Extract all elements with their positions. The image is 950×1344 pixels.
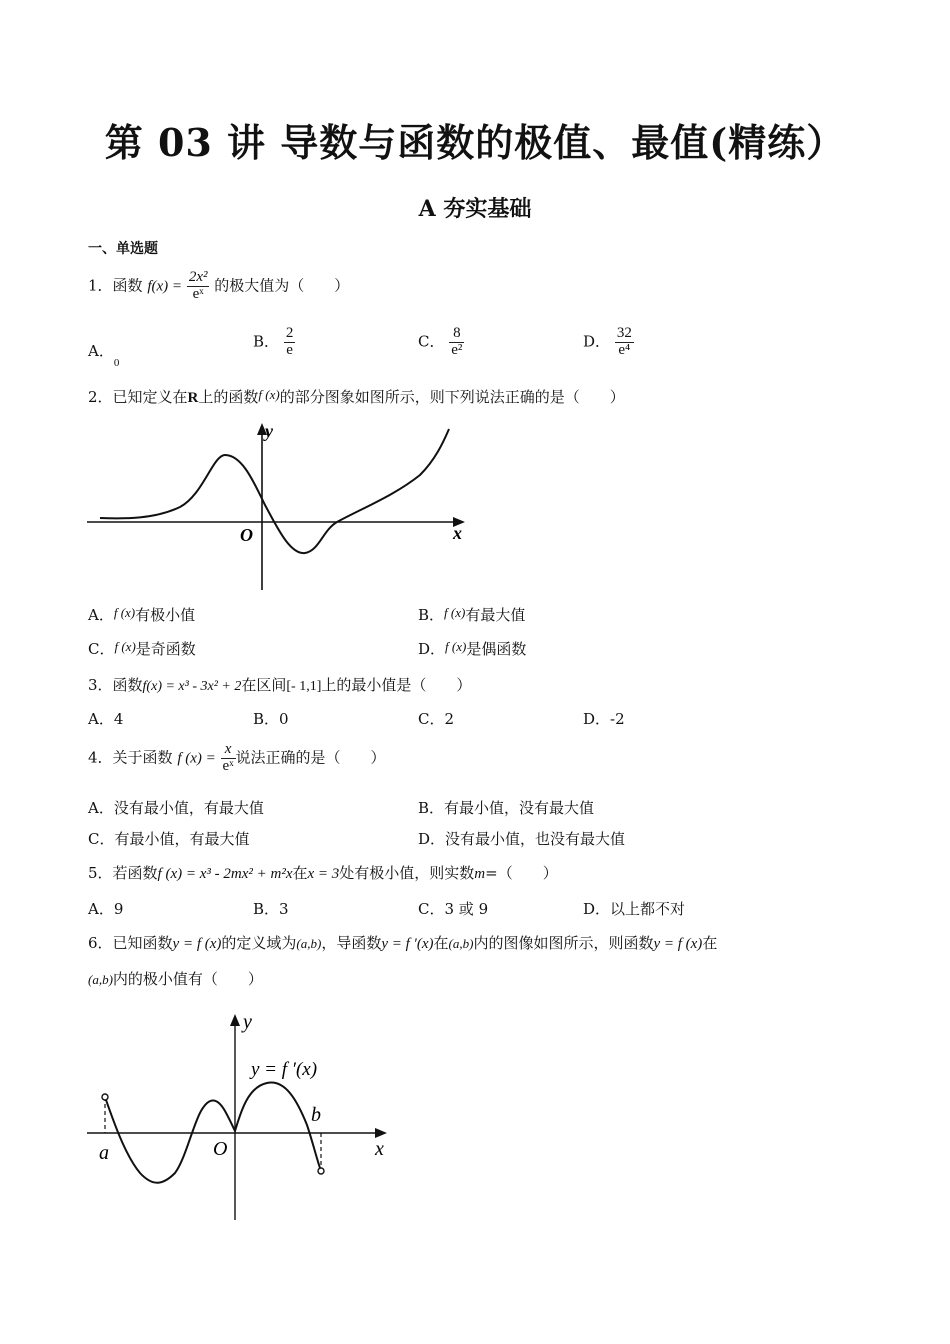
q4-fraction <box>221 742 236 775</box>
q4-prefix: 4．关于函数 <box>88 748 173 767</box>
q1-arg: (x) = <box>151 278 183 295</box>
q2-mid: 上的函数 <box>198 388 259 406</box>
q6-domain-3: (a,b) <box>88 972 113 987</box>
q6-t3: 在 <box>433 934 449 952</box>
option-value: -2 <box>610 710 625 728</box>
denominator: e⁴ <box>618 341 631 358</box>
q1-option-b[interactable] <box>253 326 295 359</box>
q1-denominator: eˣ <box>192 285 204 302</box>
denominator: e <box>286 341 293 358</box>
numerator: 8 <box>449 326 464 343</box>
q3-option-a[interactable] <box>88 708 123 729</box>
option-label: C． <box>418 710 445 728</box>
question-6-line-2 <box>88 968 263 989</box>
option-text: 是偶函数 <box>466 640 527 658</box>
option-text: 没有最小值，有最大值 <box>113 799 264 817</box>
page-title: 第 03 讲 导数与函数的极值、最值(精练） <box>104 120 846 165</box>
q1-option-d[interactable] <box>583 326 634 359</box>
q2-fx: f (x) <box>258 387 280 402</box>
q4-func: f (x) = <box>177 750 216 767</box>
q6-t6: 内的极小值有（ ） <box>112 970 263 988</box>
q1-option-a-value: 0 <box>113 357 120 369</box>
option-label: D． <box>583 332 611 351</box>
option-value: 3 <box>279 900 289 918</box>
q6-open-endpoint-a <box>102 1094 108 1100</box>
option-label: B． <box>253 900 280 918</box>
q3-interval: [- 1,1] <box>286 679 322 694</box>
option-label: D． <box>583 900 611 918</box>
option-text: 是奇函数 <box>135 640 196 658</box>
q6-y-arrow-icon <box>230 1014 240 1026</box>
option-label: A． <box>88 606 114 624</box>
q2-option-d[interactable] <box>418 638 526 659</box>
q4-option-c[interactable] <box>88 828 250 849</box>
q2-x-label: x <box>453 523 462 543</box>
q4-denominator: eˣ <box>222 757 234 774</box>
q6-x-label: x <box>375 1138 384 1160</box>
q6-f2: y = f ′(x) <box>381 936 434 952</box>
q6-curve-label: y = f ′(x) <box>251 1059 318 1080</box>
q5-option-c[interactable] <box>418 898 488 919</box>
question-1 <box>88 270 349 303</box>
q4-option-b[interactable] <box>418 797 594 818</box>
q5-option-b[interactable] <box>253 898 289 919</box>
question-4 <box>88 742 386 775</box>
option-label: B． <box>253 332 280 351</box>
option-text: 有最小值，没有最大值 <box>444 799 595 817</box>
option-fx: f (x) <box>114 639 136 654</box>
option-text: 没有最小值，也没有最大值 <box>445 830 626 848</box>
q2-option-a[interactable] <box>88 604 195 625</box>
option-label: B． <box>418 799 445 817</box>
option-text: 有最大值 <box>465 606 526 624</box>
numerator: 32 <box>616 325 632 341</box>
option-label: A． <box>88 710 114 728</box>
q1-option-c[interactable] <box>418 326 464 359</box>
q6-a-label: a <box>99 1142 109 1164</box>
q6-f1: y = f (x) <box>172 936 222 952</box>
q2-curve <box>100 429 449 553</box>
option-label: B． <box>418 606 445 624</box>
option-label: C． <box>88 830 115 848</box>
q6-t4: 内的图像如图所示，则函数 <box>473 934 654 952</box>
q5-end: =（ ） <box>485 864 558 882</box>
q6-b-label: b <box>311 1104 321 1126</box>
option-label: C． <box>88 640 115 658</box>
option-label: C． <box>418 332 445 351</box>
option-fx: f (x) <box>113 605 136 620</box>
q2-R: R <box>187 390 199 406</box>
option-label: D． <box>583 710 611 728</box>
option-label: D． <box>418 640 446 658</box>
option-value: 0 <box>279 710 289 728</box>
q3-expr: f(x) = x³ - 3x² + 2 <box>142 679 242 694</box>
option-label: B． <box>253 710 280 728</box>
q5-mid: 在 <box>292 864 308 882</box>
q6-t5: 在 <box>702 934 718 952</box>
question-3 <box>88 674 471 695</box>
q6-prefix: 6．已知函数 <box>88 934 173 952</box>
q2-y-label: y <box>265 421 273 441</box>
option-value: 9 <box>113 900 124 918</box>
question-6-line-1 <box>88 932 717 953</box>
option-label: A． <box>88 900 114 918</box>
q6-y-label: y <box>243 1011 252 1033</box>
denominator: e² <box>451 341 463 358</box>
q4-suffix: 说法正确的是（ ） <box>235 748 386 767</box>
q6-x-arrow-icon <box>375 1128 387 1138</box>
question-5 <box>88 862 558 883</box>
q1-fraction <box>187 270 210 303</box>
q5-var: m <box>474 866 486 882</box>
q5-cond: x = 3 <box>307 866 340 882</box>
q6-t2: ，导函数 <box>321 934 382 952</box>
q1-option-d-fraction <box>615 326 634 359</box>
q3-option-d[interactable] <box>583 708 625 729</box>
q5-option-d[interactable] <box>583 898 685 919</box>
q3-mid: 在区间 <box>241 676 287 694</box>
q1-prefix: 1．函数 <box>88 276 143 295</box>
option-value: 2 <box>444 710 455 728</box>
q5-suffix: 处有极小值，则实数 <box>339 864 475 882</box>
q1-func: f <box>147 278 152 295</box>
q2-prefix: 2．已知定义在 <box>88 388 188 406</box>
q1-suffix: 的极大值为（ ） <box>214 276 350 295</box>
q3-option-b[interactable] <box>253 708 289 729</box>
option-fx: f (x) <box>444 605 466 620</box>
q6-t1: 的定义域为 <box>221 934 297 952</box>
q2-option-c[interactable] <box>88 638 196 659</box>
q6-domain: (a,b) <box>296 936 322 951</box>
option-value: 4 <box>113 710 124 728</box>
option-text: 有极小值 <box>135 606 196 624</box>
q2-suffix: 的部分图象如图所示，则下列说法正确的是（ ） <box>279 388 625 406</box>
q6-f3: y = f (x) <box>653 936 703 952</box>
q4-numerator: x <box>221 742 236 759</box>
q5-prefix: 5．若函数 <box>88 864 158 882</box>
section-subtitle: A 夯实基础 <box>418 196 532 222</box>
option-value: 3 或 9 <box>444 900 489 918</box>
option-fx: f (x) <box>445 639 467 654</box>
q6-domain-2: (a,b) <box>448 936 474 951</box>
option-label: C． <box>418 900 445 918</box>
q3-option-c[interactable] <box>418 708 454 729</box>
q6-open-endpoint-b <box>318 1168 324 1174</box>
q2-graph <box>85 415 475 595</box>
q1-option-a[interactable] <box>88 340 120 369</box>
q6-graph <box>85 1005 405 1230</box>
option-label: A． <box>88 342 114 360</box>
q3-suffix: 上的最小值是（ ） <box>321 676 472 694</box>
q4-option-a[interactable] <box>88 797 264 818</box>
q6-origin-label: O <box>213 1138 228 1160</box>
q1-option-b-fraction <box>284 326 296 359</box>
q2-origin-label: O <box>240 525 253 545</box>
option-value: 以上都不对 <box>610 900 686 918</box>
option-label: A． <box>88 799 114 817</box>
q2-option-b[interactable] <box>418 604 525 625</box>
numerator: 2 <box>285 325 294 341</box>
option-text: 有最小值，有最大值 <box>114 830 250 848</box>
q4-option-d[interactable] <box>418 828 625 849</box>
q1-option-c-fraction <box>449 326 464 359</box>
q1-numerator: 2x² <box>188 269 208 285</box>
section-heading: 一、单选题 <box>88 241 158 257</box>
question-2 <box>88 386 625 407</box>
q5-expr: f (x) = x³ - 2mx² + m²x <box>157 866 293 882</box>
q3-prefix: 3．函数 <box>88 676 143 694</box>
option-label: D． <box>418 830 446 848</box>
q5-option-a[interactable] <box>88 898 123 919</box>
